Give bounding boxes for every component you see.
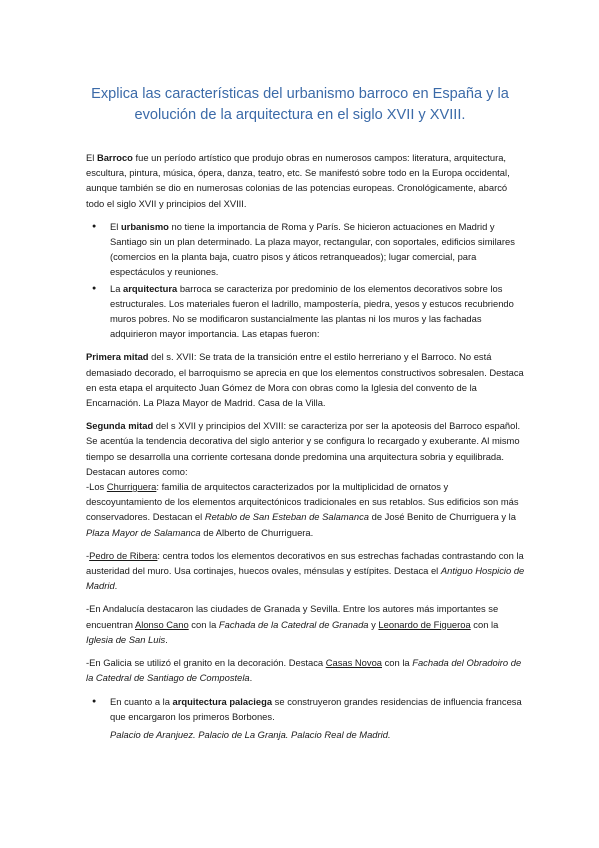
urbanismo-term: urbanismo [120, 220, 169, 232]
retablo-san-esteban: Retablo de San Esteban de Salamanca [204, 511, 370, 523]
arquitectura-palaciega-term: arquitectura palaciega [172, 695, 273, 707]
galicia-paragraph [86, 655, 526, 685]
palaciega-post: se construyeron grandes residencias de influencia francesa que encargaron los primeros Borbones. [110, 695, 522, 722]
andalucia-text-2: con la [188, 618, 219, 630]
galicia-text-2: con la [382, 657, 413, 669]
fachada-catedral-granada: Fachada de la Catedral de Granada [218, 618, 369, 630]
bullet-text-pre: El [110, 220, 121, 232]
ribera-paragraph [86, 548, 526, 594]
bullet-list-urbanismo-arquitectura [86, 219, 526, 342]
segunda-mitad-term: Segunda mitad [86, 420, 154, 432]
intro-text-start: El [86, 152, 97, 163]
bullet-text-pre: La [110, 282, 124, 294]
bullet-text-post: barroca se caracteriza por predominio de los elementos decorativos sobre los estructurales. Los materiales fueron el ladrillo, mampostería, piedra, yesos y estucos recubriendo muros pobres. No se modificaron sustancialmente las plantas ni los muros y las fachadas adquirieron mayor importancia. Las etapas fueron: [110, 282, 514, 340]
pedro-de-ribera-link[interactable]: Pedro de Ribera [89, 549, 158, 561]
fachada-obradoiro: Fachada del Obradoiro de la Catedral de Santiago de Compostela [86, 657, 522, 684]
churriguera-text-3: de Alberto de Churriguera. [200, 526, 314, 538]
document-title [60, 84, 540, 126]
churriguera-text-1: : familia de arquitectos caracterizados por la multiplicidad de ornatos y descoyuntamiento de los elementos arquitectónicos tradicionales en sus retablos. Sus edificios son más conservadores. Destacan el [86, 481, 519, 523]
bullet-arquitectura [110, 281, 526, 342]
churriguera-pre: -Los [86, 481, 107, 493]
primera-mitad-term: Primera mitad [86, 351, 149, 363]
casas-novoa-link[interactable]: Casas Novoa [325, 657, 382, 669]
galicia-text-1: -En Galicia se utilizó el granito en la decoración. Destaca [86, 657, 326, 669]
barroco-term: Barroco [96, 152, 133, 163]
intro-paragraph [86, 150, 526, 211]
ribera-text-2: . [114, 580, 118, 592]
arquitectura-term: arquitectura [123, 282, 178, 294]
andalucia-text-5: . [165, 633, 168, 645]
bullet-urbanismo [110, 219, 526, 280]
title-line-1: Explica las características del urbanismo barroco en España y la [91, 86, 509, 102]
document-body [86, 150, 526, 750]
iglesia-san-luis: Iglesia de San Luis [86, 633, 166, 645]
primera-mitad-text: del s. XVII: Se trata de la transición entre el estilo herreriano y el Barroco. No está demasiado decorado, el barroquismo se aprecia en que los elementos constructivos sobresalen. Destaca en esta etapa el arquitecto Juan Gómez de Mora con obras como la Iglesia del convento de la Encarnación. La Plaza Mayor de Madrid. Casa de la Villa. [86, 351, 524, 409]
andalucia-text-1: -En Andalucía destacaron las ciudades de Granada y Sevilla. Entre los autores más importantes se encuentran [86, 603, 499, 630]
ribera-text-1: : centra todos los elementos decorativos en sus estrechas fachadas contrastando con la austeridad del muro. Usa cortinajes, huecos ovales, ménsulas y estípites. Destaca el [86, 549, 524, 577]
andalucia-text-4: con la [470, 618, 499, 630]
title-line-2: evolución de la arquitectura en el siglo XVII y XVIII. [134, 107, 466, 123]
intro-text-rest: fue un período artístico que produjo obras en numerosos campos: literatura, arquitectura, escultura, pintura, música, ópera, danza, teatro, etc. Se manifestó sobre todo en la Europa occidental, aunque también se dio en numerosas colonias de las potencias europeas. Cronológicamente, abarcó todo el siglo XVII y principios del XVIII. [86, 152, 510, 209]
andalucia-paragraph [86, 601, 526, 647]
antiguo-hospicio: Antiguo Hospicio de Madrid [86, 565, 525, 592]
churriguera-link[interactable]: Churriguera [106, 481, 157, 493]
segunda-mitad-paragraph [86, 418, 526, 479]
churriguera-paragraph [86, 479, 526, 540]
alonso-cano-link[interactable]: Alonso Cano [135, 618, 189, 630]
plaza-mayor-salamanca: Plaza Mayor de Salamanca [86, 526, 201, 538]
andalucia-text-3: y [368, 618, 379, 630]
bullet-text-post: no tiene la importancia de Roma y París. Se hicieron actuaciones en Madrid y Santiago sin un plan determinado. La plaza mayor, rectangular, con soportales, edificios similares (comercios en la planta baja, cuatro pisos y áticos retranqueados); lugar comercial, para espectáculos y reuniones. [110, 220, 515, 278]
galicia-text-3: . [249, 672, 253, 684]
churriguera-text-2: de José Benito de Churriguera y la [369, 511, 516, 523]
primera-mitad-paragraph [86, 349, 526, 410]
bullet-list-palaciega [86, 694, 526, 743]
ribera-pre: - [86, 549, 90, 561]
palacios-list: Palacio de Aranjuez. Palacio de La Granja. Palacio Real de Madrid. [110, 728, 391, 740]
palaciega-pre: En cuanto a la [110, 695, 173, 707]
leonardo-de-figueroa-link[interactable]: Leonardo de Figueroa [378, 618, 471, 630]
segunda-mitad-text: del s XVII y principios del XVIII: se caracteriza por ser la apoteosis del Barroco español. Se acentúa la tendencia decorativa del siglo anterior y se configura lo recargado y exuberante. Al mismo tiempo se desarrolla una corriente cortesana donde predomina una arquitectura sobria y equilibrada. Destacan autores como: [86, 420, 521, 477]
bullet-palaciega [110, 694, 526, 743]
